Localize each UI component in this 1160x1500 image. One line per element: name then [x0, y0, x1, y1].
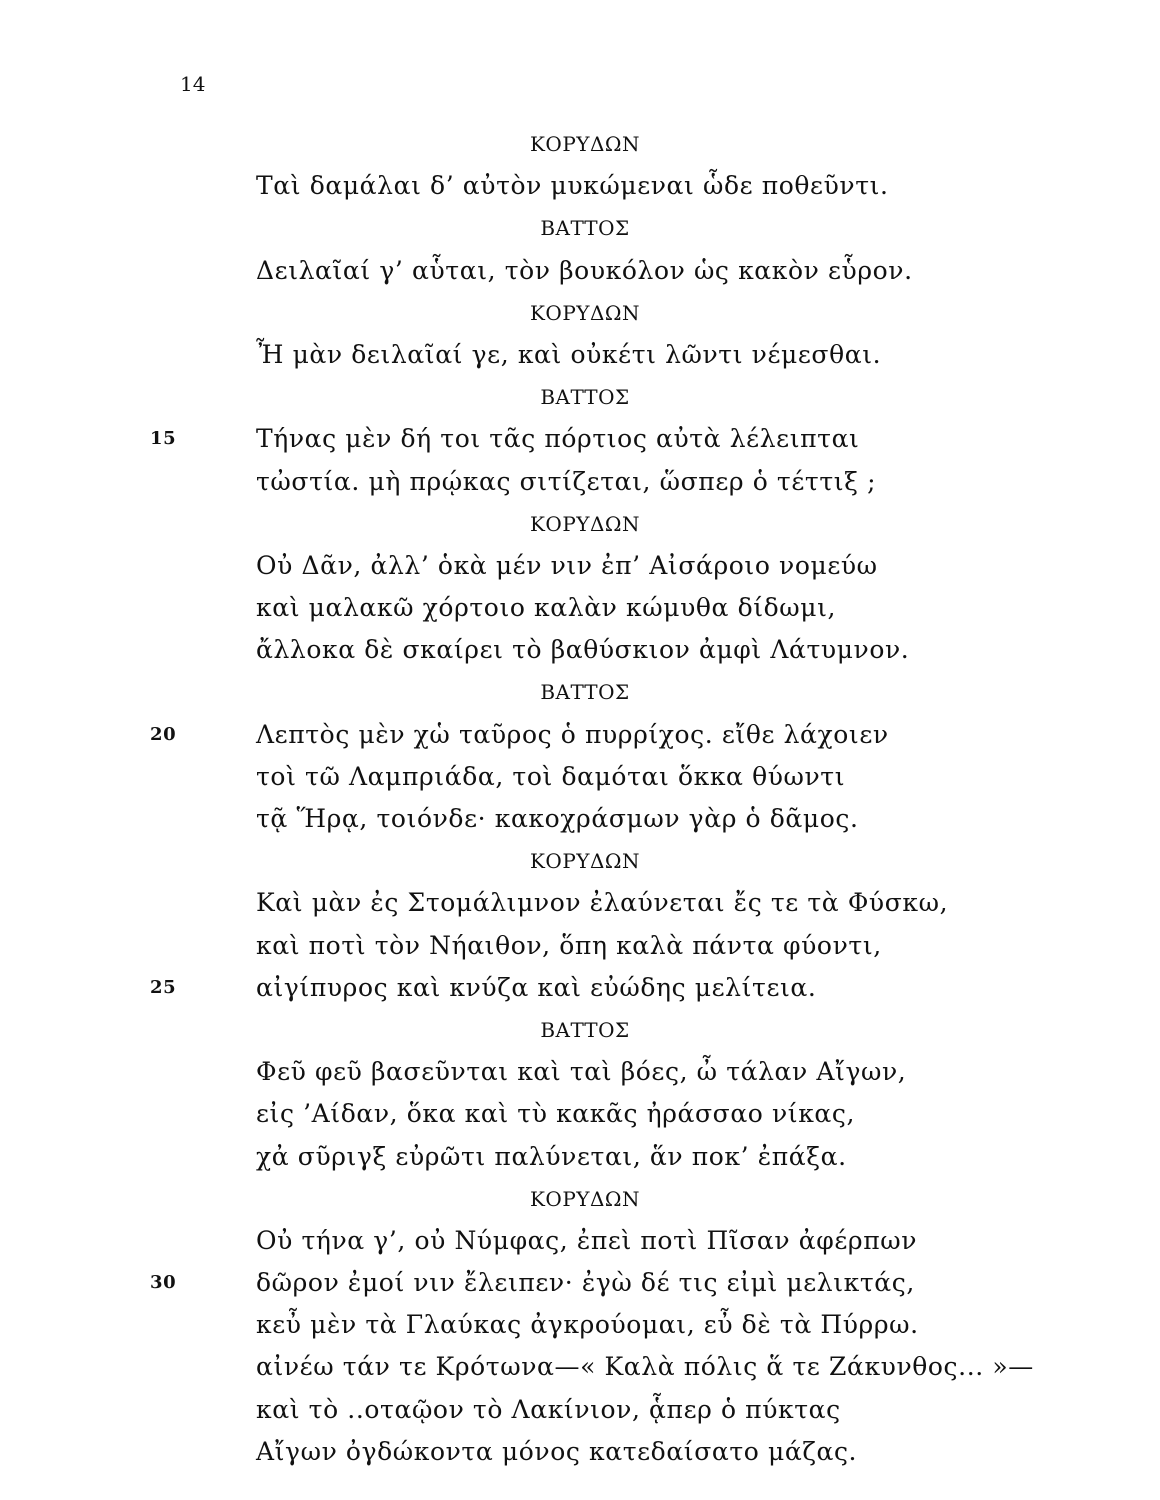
verse-text: Οὐ Δᾶν, ἀλλ’ ὁκὰ μέν νιν ἐπ’ Αἰσάροιο νομεύω [256, 550, 878, 580]
verse-line [0, 925, 1160, 967]
verse-line [0, 629, 1160, 671]
verse-line [0, 1346, 1160, 1388]
verse-line [0, 1304, 1160, 1346]
verse-text: Τήνας μὲν δή τοι τᾶς πόρτιος αὐτὰ λέλειπται [256, 424, 860, 454]
verse-line [0, 798, 1160, 840]
speaker-name: ΚΟΡΥΔΩΝ [529, 300, 641, 325]
speaker-name: ΒΑΤΤΟΣ [540, 216, 630, 241]
speaker-heading [0, 1009, 1160, 1051]
line-number: 15 [150, 428, 177, 450]
verse-line [0, 250, 1160, 292]
speaker-name: ΚΟΡΥΔΩΝ [529, 132, 641, 156]
verse-line [0, 1051, 1160, 1093]
line-number: 25 [150, 976, 177, 998]
verse-text: καὶ ποτὶ τὸν Νήαιθον, ὅπη καλὰ πάντα φύοντι, [256, 930, 882, 960]
speaker-name: ΚΟΡΥΔΩΝ [529, 511, 641, 536]
verse-text: καὶ τὸ ..οταῷον τὸ Λακίνιον, ᾇπερ ὁ πύκτας [256, 1394, 841, 1424]
speaker-heading [0, 292, 1160, 334]
verse-text: Δειλαῖαί γ’ αὗται, τὸν βουκόλον ὡς κακὸν εὗρον. [256, 255, 913, 285]
page-number: 14 [180, 72, 206, 96]
verse-line [0, 1431, 1160, 1473]
verse-line [0, 967, 1160, 1009]
verse-text: Αἴγων ὀγδώκοντα μόνος κατεδαίσατο μάζας. [256, 1436, 858, 1466]
verse-text: χἀ σῦριγξ εὐρῶτι παλύνεται, ἅν ποκ’ ἐπάξα. [256, 1141, 847, 1171]
verse-line [0, 882, 1160, 924]
verse-line [0, 1389, 1160, 1431]
verse-line [0, 1093, 1160, 1135]
verse-line [0, 1136, 1160, 1178]
verse-text: αἰνέω τάν τε Κρότωνα—« Καλὰ πόλις ἅ τε Ζάκυνθος... »— [256, 1352, 1034, 1382]
speaker-name: ΚΟΡΥΔΩΝ [529, 849, 641, 874]
verse-text: τὠστία. μὴ πρῴκας σιτίζεται, ὥσπερ ὁ τέττιξ ; [256, 466, 877, 496]
speaker-heading [0, 123, 1160, 165]
speaker-heading [0, 376, 1160, 418]
speaker-heading [0, 671, 1160, 713]
verse-line [0, 756, 1160, 798]
verse-line [0, 1220, 1160, 1262]
verse-text: ἄλλοκα δὲ σκαίρει τὸ βαθύσκιον ἀμφὶ Λάτυμνον. [256, 635, 910, 665]
verse-text: Φεῦ φεῦ βασεῦνται καὶ ταὶ βόες, ὦ τάλαν Αἴγων, [256, 1057, 907, 1087]
speaker-name: ΒΑΤΤΟΣ [540, 385, 630, 410]
verse-text: δῶρον ἐμοί νιν ἔλειπεν· ἐγὼ δέ τις εἰμὶ μελικτάς, [256, 1268, 915, 1298]
verse-text: εἰς ’Αίδαν, ὅκα καὶ τὺ κακᾶς ἠράσσαο νίκας, [256, 1099, 856, 1129]
verse-text: Ἦ μὰν δειλαῖαί γε, καὶ οὐκέτι λῶντι νέμεσθαι. [256, 339, 882, 369]
speaker-name: ΒΑΤΤΟΣ [540, 1017, 630, 1042]
verse-line [0, 165, 1160, 207]
speaker-heading [0, 207, 1160, 249]
verse-text: καὶ μαλακῶ χόρτοιο καλὰν κώμυθα δίδωμι, [256, 593, 837, 623]
verse-text: Ταὶ δαμάλαι δ’ αὐτὸν μυκώμεναι ὧδε ποθεῦντι. [256, 171, 889, 201]
verse-text: Οὐ τήνα γ’, οὐ Νύμφας, ἐπεὶ ποτὶ Πῖσαν ἀφέρπων [256, 1225, 918, 1255]
speaker-heading [0, 503, 1160, 545]
line-number: 20 [150, 723, 177, 745]
speaker-name: ΒΑΤΤΟΣ [540, 680, 630, 705]
verse-line [0, 334, 1160, 376]
speaker-heading [0, 1178, 1160, 1220]
speaker-name: ΚΟΡΥΔΩΝ [529, 1186, 641, 1211]
verse-line [0, 1262, 1160, 1304]
verse-line [0, 418, 1160, 460]
verse-text: κεὖ μὲν τὰ Γλαύκας ἀγκρούομαι, εὖ δὲ τὰ Πύρρω. [256, 1310, 919, 1340]
verse-line [0, 714, 1160, 756]
verse-line [0, 545, 1160, 587]
line-number: 30 [150, 1272, 177, 1294]
verse-text: Λεπτὸς μὲν χὡ ταῦρος ὁ πυρρίχος. εἴθε λάχοιεν [256, 719, 889, 749]
verse-line [0, 461, 1160, 503]
poem-text [0, 123, 1160, 1473]
verse-text: τοὶ τῶ Λαμπριάδα, τοὶ δαμόται ὅκκα θύωντι [256, 761, 846, 791]
speaker-heading [0, 840, 1160, 882]
verse-text: τᾷ Ἥρᾳ, τοιόνδε· κακοχράσμων γὰρ ὁ δᾶμος. [256, 804, 859, 833]
verse-line [0, 587, 1160, 629]
verse-text: αἰγίπυρος καὶ κνύζα καὶ εὐώδης μελίτεια. [256, 972, 817, 1002]
verse-text: Καὶ μὰν ἐς Στομάλιμνον ἐλαύνεται ἔς τε τὰ Φύσκω, [256, 888, 949, 918]
